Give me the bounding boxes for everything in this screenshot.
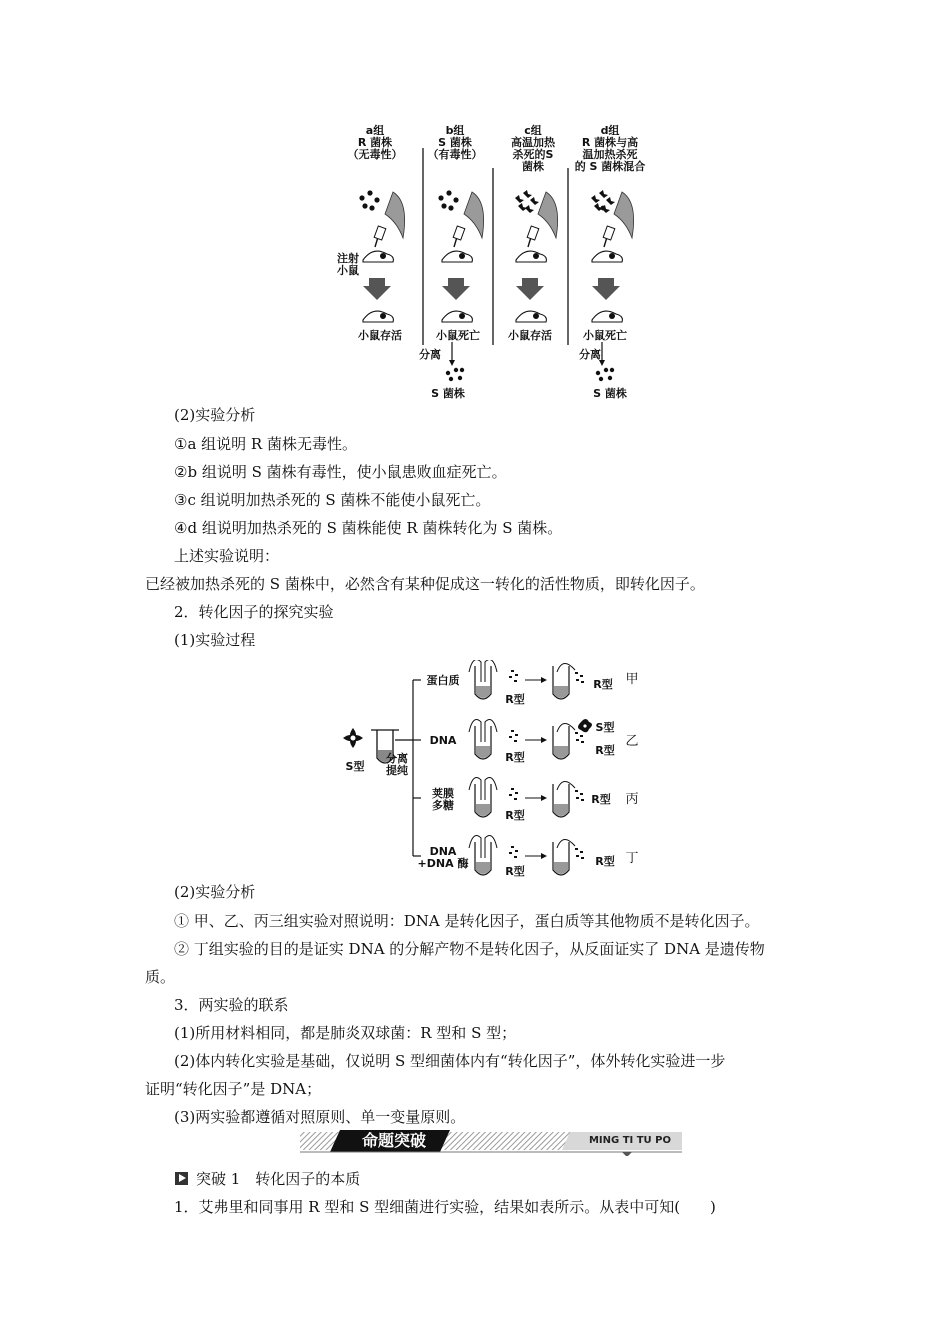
r-label-row4: R型 <box>505 865 525 878</box>
tube-liquid <box>554 862 568 874</box>
dropper-icon <box>557 781 575 790</box>
separate-arrow-head <box>449 360 455 366</box>
dropper-icon <box>557 663 575 672</box>
analysis-point-a: ①a 组说明 R 菌株无毒性。 <box>174 435 357 453</box>
analysis2-point-2: ② 丁组实验的目的是证实 DNA 的分解产物不是转化因子，从反面证实了 DNA 是遗传物 <box>174 940 765 958</box>
bacteria-icon <box>596 371 600 375</box>
summary-text: 已经被加热杀死的 S 菌株中，必然含有某种促成这一转化的活性物质，即转化因子。 <box>145 575 705 593</box>
substance-dna: DNA <box>429 734 457 747</box>
r-bacteria-icon <box>581 681 584 683</box>
r-bacteria-icon <box>514 740 517 742</box>
result-b: 小鼠死亡 <box>436 329 480 342</box>
r-bacteria-icon <box>511 670 514 672</box>
analysis-title-1: (2)实验分析 <box>174 406 256 424</box>
analysis-title-2: (2)实验分析 <box>174 883 256 901</box>
group-ding: 丁 <box>625 851 639 866</box>
mouse-icon <box>363 311 393 322</box>
mouse-icon <box>363 251 393 262</box>
r-bacteria-icon <box>576 855 579 857</box>
separate-purify-label: 分离 提纯 <box>386 752 408 777</box>
bacteria-icon <box>441 203 446 208</box>
bacteria-icon <box>367 190 372 195</box>
syringe-barrel-icon <box>603 226 615 240</box>
mouse-icon <box>516 311 546 322</box>
group-a-header: a组 R 菌株 （无毒性） <box>347 124 403 161</box>
bacteria-icon <box>604 368 608 372</box>
section2-title: 2．转化因子的探究实验 <box>174 603 334 621</box>
bacteria-icon <box>515 195 524 203</box>
syringe-barrel-icon <box>527 226 539 240</box>
bacteria-icon <box>438 195 443 200</box>
mouse-ear-icon <box>609 253 615 259</box>
r-bacteria-icon <box>581 857 584 859</box>
separate-b: 分离 <box>419 348 441 361</box>
substance-protein: 蛋白质 <box>426 674 460 687</box>
analysis2-point-2-cont: 质。 <box>145 968 176 986</box>
r-bacteria-icon <box>576 739 579 741</box>
group-b-header: b组 S 菌株 （有毒性） <box>427 124 483 161</box>
right-arrow-head <box>541 853 547 859</box>
bacteria-icon <box>374 197 379 202</box>
section3-point-3: (3)两实验都遵循对照原则、单一变量原则。 <box>174 1108 466 1126</box>
dropper-icon <box>557 839 575 848</box>
syringe-icon <box>464 192 484 238</box>
group-d-header: d组 R 菌株与高 温加热杀死 的 S 菌株混合 <box>574 124 646 173</box>
result-row1: R型 <box>593 678 613 691</box>
summary-title: 上述实验说明： <box>174 547 280 565</box>
r-bacteria-icon <box>575 790 578 792</box>
bacteria-icon <box>453 197 458 202</box>
r-bacteria-icon <box>515 734 518 736</box>
mouse-ear-icon <box>533 313 539 319</box>
r-bacteria-icon <box>515 850 518 852</box>
group-c-header: c组 高温加热 杀死的S 菌株 <box>511 124 555 173</box>
result-row4: R型 <box>595 855 615 868</box>
bacteria-icon <box>523 190 532 198</box>
section3-point-1: (1)所用材料相同，都是肺炎双球菌：R 型和 S 型； <box>174 1024 517 1042</box>
group-bing: 丙 <box>625 792 639 807</box>
bacteria-icon <box>448 205 453 210</box>
strain-b: S 菌株 <box>431 387 465 400</box>
bacteria-icon <box>601 206 606 211</box>
r-bacteria-icon <box>581 799 584 801</box>
tube-liquid <box>554 804 568 816</box>
mouse-ear-icon <box>459 313 465 319</box>
bacteria-icon <box>610 368 614 372</box>
r-bacteria-icon <box>581 741 584 743</box>
bacteria-icon <box>458 376 462 380</box>
strain-d: S 菌株 <box>593 387 627 400</box>
result-row2-r: R型 <box>595 744 615 757</box>
mouse-icon <box>592 251 622 262</box>
tube-liquid <box>476 804 490 816</box>
r-bacteria-icon <box>511 730 514 732</box>
bacteria-icon <box>518 203 527 211</box>
analysis-point-b: ②b 组说明 S 菌株有毒性，使小鼠患败血症死亡。 <box>174 463 507 481</box>
syringe-barrel-icon <box>453 226 465 240</box>
bacteria-icon <box>599 377 603 381</box>
r-bacteria-icon <box>509 736 512 738</box>
separate-d: 分离 <box>579 348 601 361</box>
analysis-point-c: ③c 组说明加热杀死的 S 菌株不能使小鼠死亡。 <box>174 491 491 509</box>
r-label-row3: R型 <box>505 809 525 822</box>
s-type-cluster-icon <box>343 728 363 748</box>
tube-liquid <box>476 862 490 874</box>
s-bacteria-core <box>583 724 586 727</box>
r-bacteria-icon <box>515 674 518 676</box>
mouse-ear-icon <box>609 313 615 319</box>
r-bacteria-icon <box>580 851 583 853</box>
r-bacteria-icon <box>509 794 512 796</box>
bacteria-icon <box>591 195 600 203</box>
r-bacteria-icon <box>575 732 578 734</box>
r-bacteria-icon <box>576 679 579 681</box>
tube-liquid <box>476 746 490 758</box>
r-bacteria-icon <box>580 793 583 795</box>
bacteria-icon <box>369 205 374 210</box>
mouse-ear-icon <box>533 253 539 259</box>
result-row3: R型 <box>591 793 611 806</box>
bacteria-icon <box>446 190 451 195</box>
banner-pinyin: MING TI TU PO <box>588 1135 671 1146</box>
dropper-icon <box>557 723 575 732</box>
down-arrow-icon <box>516 278 544 300</box>
mouse-icon <box>442 311 472 322</box>
bacteria-icon <box>525 205 534 213</box>
section3-point-2: (2)体内转化实验是基础，仅说明 S 型细菌体内有“转化因子”，体外转化实验进一步 <box>174 1052 726 1070</box>
tube-liquid <box>476 686 490 698</box>
bacteria-icon <box>449 377 453 381</box>
syringe-icon <box>538 192 558 238</box>
play-marker-icon <box>175 1172 188 1185</box>
right-arrow-head <box>541 737 547 743</box>
down-arrow-icon <box>442 278 470 300</box>
bacteria-icon <box>359 195 364 200</box>
r-bacteria-icon <box>511 846 514 848</box>
mouse-icon <box>442 251 472 262</box>
syringe-barrel-icon <box>374 226 386 240</box>
mouse-ear-icon <box>459 253 465 259</box>
substance-capsule: 荚膜 多糖 <box>432 787 454 812</box>
bacteria-icon <box>599 190 608 198</box>
r-bacteria-icon <box>576 797 579 799</box>
bacteria-icon <box>446 371 450 375</box>
r-bacteria-icon <box>575 672 578 674</box>
process-title: (1)实验过程 <box>174 631 256 649</box>
mouse-ear-icon <box>380 253 386 259</box>
r-label-row1: R型 <box>505 693 525 706</box>
r-bacteria-icon <box>580 675 583 677</box>
inject-label: 注射 小鼠 <box>337 252 359 277</box>
mouse-icon <box>516 251 546 262</box>
r-bacteria-icon <box>515 792 518 794</box>
section-banner <box>300 1130 682 1156</box>
result-row2-s: S型 <box>595 721 615 734</box>
s-type-label: S型 <box>345 760 365 773</box>
bacteria-icon <box>530 197 539 205</box>
right-arrow-head <box>541 795 547 801</box>
r-bacteria-icon <box>509 676 512 678</box>
result-c: 小鼠存活 <box>508 329 552 342</box>
r-bacteria-icon <box>511 788 514 790</box>
r-label-row2: R型 <box>505 751 525 764</box>
r-bacteria-icon <box>580 735 583 737</box>
result-a: 小鼠存活 <box>358 329 402 342</box>
section3-point-2-cont: 证明“转化因子”是 DNA； <box>145 1080 322 1098</box>
tube-liquid <box>554 686 568 698</box>
section3-title: 3．两实验的联系 <box>174 996 289 1014</box>
banner-title: 命题突破 <box>361 1131 426 1150</box>
r-bacteria-icon <box>575 848 578 850</box>
substance-dna-enzyme: DNA +DNA 酶 <box>417 845 469 870</box>
tube-liquid <box>554 746 568 758</box>
mouse-ear-icon <box>380 313 386 319</box>
question-1: 1．艾弗里和同事用 R 型和 S 型细菌进行实验，结果如表所示。从表中可知( ) <box>174 1198 716 1216</box>
bacteria-icon <box>608 376 612 380</box>
bacteria-icon <box>454 368 458 372</box>
bacteria-icon <box>606 197 615 205</box>
group-yi: 乙 <box>625 734 639 749</box>
bacteria-icon <box>362 203 367 208</box>
breakthrough-label: 突破 1 转化因子的本质 <box>196 1170 361 1188</box>
r-bacteria-icon <box>514 856 517 858</box>
mouse-icon <box>592 311 622 322</box>
right-arrow-head <box>541 677 547 683</box>
result-d: 小鼠死亡 <box>583 329 627 342</box>
analysis2-point-1: ① 甲、乙、丙三组实验对照说明：DNA 是转化因子，蛋白质等其他物质不是转化因子。 <box>174 912 760 930</box>
r-bacteria-icon <box>514 680 517 682</box>
analysis-point-d: ④d 组说明加热杀死的 S 菌株能使 R 菌株转化为 S 菌株。 <box>174 519 563 537</box>
r-bacteria-icon <box>514 798 517 800</box>
syringe-icon <box>385 192 405 238</box>
down-arrow-icon <box>363 278 391 300</box>
syringe-icon <box>614 192 634 238</box>
r-bacteria-icon <box>509 852 512 854</box>
bacteria-icon <box>460 368 464 372</box>
down-arrow-icon <box>592 278 620 300</box>
group-jia: 甲 <box>625 672 639 687</box>
